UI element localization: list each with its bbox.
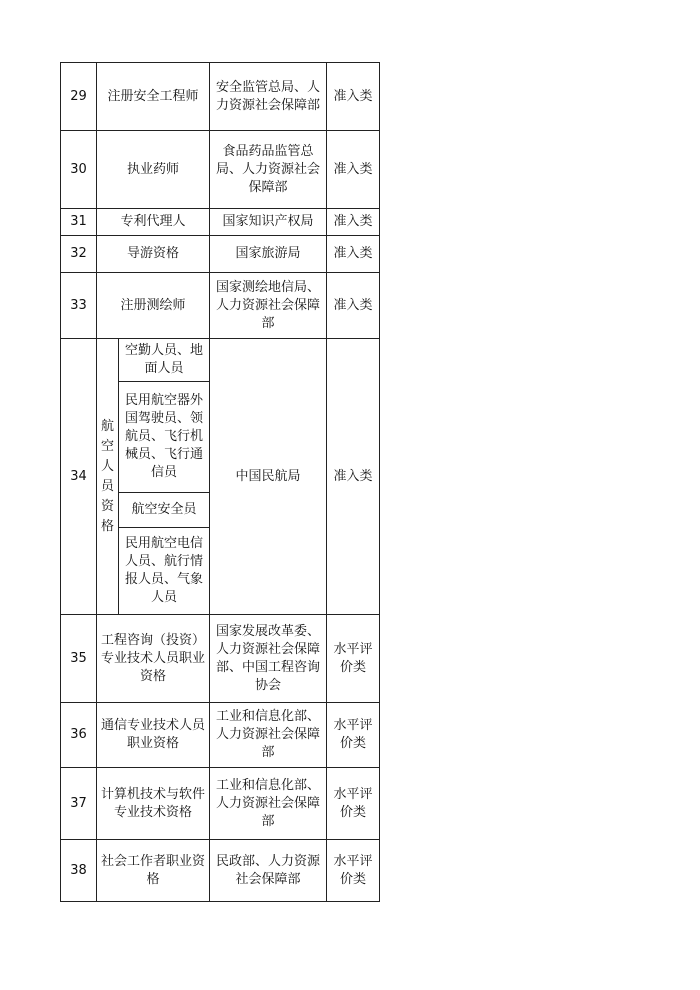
table-row (61, 236, 380, 273)
department: 工业和信息化部、人力资源社会保障部 (210, 703, 327, 768)
department: 国家旅游局 (210, 236, 327, 273)
row-number: 34 (61, 339, 97, 615)
qualification-name: 注册测绘师 (97, 273, 210, 339)
qualification-name: 专利代理人 (97, 209, 210, 236)
department: 中国民航局 (210, 339, 327, 615)
table-row (61, 209, 380, 236)
qualification-table (60, 62, 380, 902)
qualification-name: 社会工作者职业资格 (97, 840, 210, 902)
qualification-name: 注册安全工程师 (97, 63, 210, 131)
table-row (61, 615, 380, 703)
table-row (61, 63, 380, 131)
department: 国家测绘地信局、人力资源社会保障部 (210, 273, 327, 339)
table-row (61, 273, 380, 339)
category: 准入类 (327, 236, 380, 273)
qualification-name: 执业药师 (97, 131, 210, 209)
qualification-name (97, 339, 119, 615)
sub-item: 民用航空电信人员、航行情报人员、气象人员 (119, 528, 210, 615)
row-number: 38 (61, 840, 97, 902)
row-number: 35 (61, 615, 97, 703)
category: 水平评价类 (327, 768, 380, 840)
row-number: 36 (61, 703, 97, 768)
row-number: 29 (61, 63, 97, 131)
category: 准入类 (327, 63, 380, 131)
sub-item: 空勤人员、地面人员 (119, 339, 210, 382)
qualification-name: 导游资格 (97, 236, 210, 273)
row-number: 33 (61, 273, 97, 339)
department: 民政部、人力资源社会保障部 (210, 840, 327, 902)
department: 工业和信息化部、人力资源社会保障部 (210, 768, 327, 840)
table-row (61, 131, 380, 209)
department: 国家发展改革委、人力资源社会保障部、中国工程咨询协会 (210, 615, 327, 703)
sub-item: 航空安全员 (119, 493, 210, 528)
department: 国家知识产权局 (210, 209, 327, 236)
qualification-name-text: 航空人员资格 (100, 418, 114, 534)
qualification-name: 工程咨询（投资）专业技术人员职业资格 (97, 615, 210, 703)
department: 食品药品监管总局、人力资源社会保障部 (210, 131, 327, 209)
row-number: 32 (61, 236, 97, 273)
qualification-name: 计算机技术与软件专业技术资格 (97, 768, 210, 840)
row-number: 30 (61, 131, 97, 209)
category: 准入类 (327, 273, 380, 339)
table-row (61, 840, 380, 902)
department: 安全监管总局、人力资源社会保障部 (210, 63, 327, 131)
category: 准入类 (327, 131, 380, 209)
table-row (61, 339, 380, 382)
table-row (61, 703, 380, 768)
row-number: 37 (61, 768, 97, 840)
category: 水平评价类 (327, 703, 380, 768)
category: 准入类 (327, 209, 380, 236)
row-number: 31 (61, 209, 97, 236)
qualification-name: 通信专业技术人员职业资格 (97, 703, 210, 768)
category: 水平评价类 (327, 840, 380, 902)
table-row (61, 768, 380, 840)
category: 准入类 (327, 339, 380, 615)
category: 水平评价类 (327, 615, 380, 703)
sub-item: 民用航空器外国驾驶员、领航员、飞行机械员、飞行通信员 (119, 382, 210, 493)
